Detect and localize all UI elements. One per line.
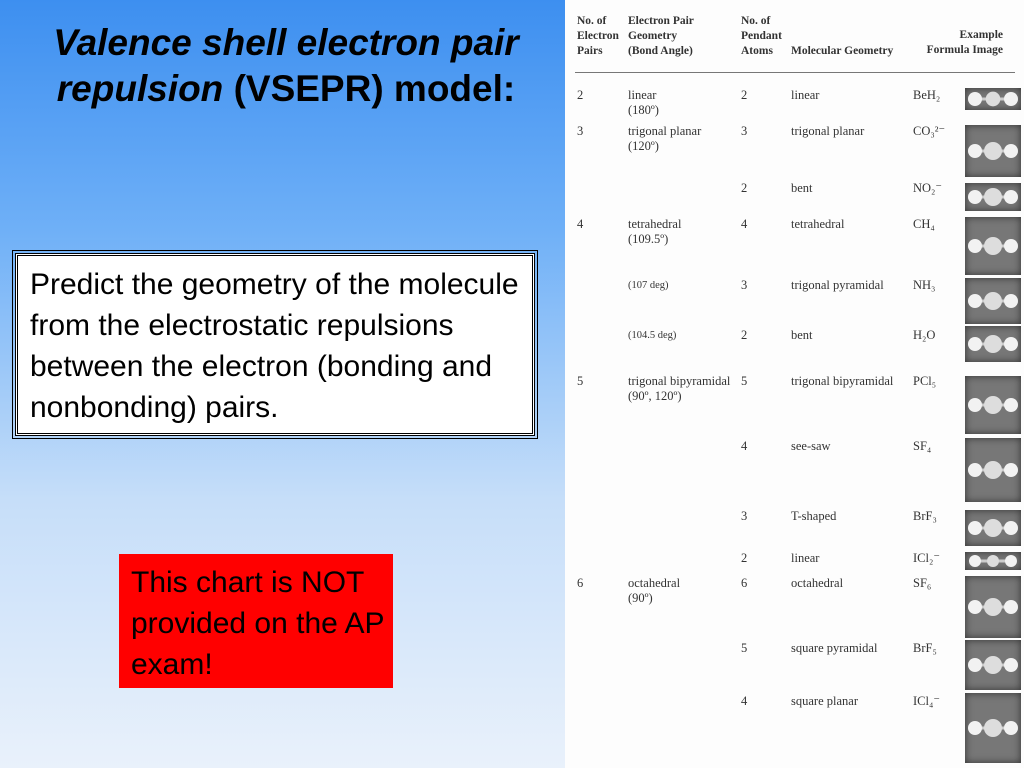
linear-icl2-molecule-icon <box>965 552 1021 570</box>
cell-formula: CH₄ <box>913 217 935 231</box>
header-pair-geometry: Electron Pair Geometry (Bond Angle) <box>628 15 694 57</box>
header-pendant-atoms: No. of Pendant Atoms <box>741 15 782 57</box>
cell-pendant: 2 <box>741 551 748 565</box>
tetrahedral-molecule-icon <box>965 217 1021 275</box>
cell-geometry: linear (180º) <box>628 88 659 117</box>
cell-pairs: 3 <box>577 124 584 138</box>
cell-pairs: 6 <box>577 576 584 590</box>
square-planar-molecule-icon <box>965 693 1021 763</box>
cell-molecular: bent <box>791 328 813 342</box>
cell-formula: NO₂⁻ <box>913 181 943 195</box>
cell-geometry: (104.5 deg) <box>628 330 677 341</box>
prediction-text: Predict the geometry of the molecule from the electrostatic repulsions between the electron (bonding and nonbonding) pairs. <box>30 268 519 424</box>
exam-note-box <box>119 554 393 688</box>
cell-geometry: trigonal bipyramidal (90º, 120º) <box>628 374 731 403</box>
cell-molecular: trigonal planar <box>791 124 865 138</box>
see-saw-molecule-icon <box>965 438 1021 502</box>
cell-formula: ICl₄⁻ <box>913 694 940 708</box>
bent-molecule-icon <box>965 183 1021 211</box>
cell-pairs: 5 <box>577 374 584 388</box>
trigonal-pyramidal-molecule-icon <box>965 278 1021 324</box>
cell-pairs: 4 <box>577 217 584 231</box>
cell-formula: BrF₃ <box>913 509 937 523</box>
cell-formula: SF₄ <box>913 439 932 453</box>
cell-geometry: octahedral (90º) <box>628 576 681 605</box>
cell-pairs: 2 <box>577 88 584 102</box>
cell-molecular: bent <box>791 181 813 195</box>
cell-formula: CO₃²⁻ <box>913 124 946 138</box>
cell-molecular: trigonal bipyramidal <box>791 374 894 388</box>
header-example: Example Formula Image <box>926 29 1003 56</box>
exam-note-text: This chart is NOT provided on the AP exam! <box>131 566 384 681</box>
header-electron-pairs: No. of Electron Pairs <box>577 15 619 57</box>
cell-molecular: trigonal pyramidal <box>791 278 884 292</box>
cell-geometry: (107 deg) <box>628 280 669 291</box>
cell-pendant: 2 <box>741 328 748 342</box>
slide-title <box>12 20 560 112</box>
cell-pendant: 4 <box>741 439 748 453</box>
prediction-box <box>15 253 535 436</box>
t-shaped-molecule-icon <box>965 510 1021 546</box>
square-pyramidal-molecule-icon <box>965 640 1021 690</box>
cell-pendant: 3 <box>741 278 748 292</box>
trigonal-bipyramidal-molecule-icon <box>965 376 1021 434</box>
cell-formula: NH₃ <box>913 278 936 292</box>
cell-molecular: see-saw <box>791 439 831 453</box>
cell-formula: ICl₂⁻ <box>913 551 940 565</box>
header-rule <box>575 72 1015 73</box>
cell-pendant: 4 <box>741 217 748 231</box>
title-rest: (VSEPR) model: <box>223 68 516 109</box>
cell-molecular: linear <box>791 551 820 565</box>
cell-formula: H₂O <box>913 328 936 342</box>
octahedral-molecule-icon <box>965 576 1021 638</box>
cell-pendant: 5 <box>741 374 748 388</box>
vsepr-table <box>565 0 1024 768</box>
linear-molecule-icon <box>965 88 1021 110</box>
cell-molecular: tetrahedral <box>791 217 845 231</box>
cell-pendant: 2 <box>741 181 748 195</box>
cell-formula: BrF₅ <box>913 641 937 655</box>
header-molecular-geometry: Molecular Geometry <box>791 45 894 57</box>
cell-formula: SF₆ <box>913 576 932 590</box>
cell-pendant: 5 <box>741 641 748 655</box>
bent-water-molecule-icon <box>965 326 1021 362</box>
cell-pendant: 3 <box>741 509 748 523</box>
cell-molecular: square planar <box>791 694 858 708</box>
cell-geometry: tetrahedral (109.5º) <box>628 217 682 246</box>
cell-pendant: 3 <box>741 124 748 138</box>
trigonal-planar-molecule-icon <box>965 125 1021 177</box>
title-emphasis: Valence shell electron pair repulsion <box>53 22 519 109</box>
cell-molecular: octahedral <box>791 576 844 590</box>
cell-molecular: linear <box>791 88 820 102</box>
cell-molecular: square pyramidal <box>791 641 878 655</box>
cell-molecular: T-shaped <box>791 509 837 523</box>
cell-formula: BeH₂ <box>913 88 941 102</box>
cell-pendant: 6 <box>741 576 748 590</box>
cell-geometry: trigonal planar (120º) <box>628 124 702 153</box>
cell-formula: PCl₅ <box>913 374 937 388</box>
cell-pendant: 4 <box>741 694 748 708</box>
cell-pendant: 2 <box>741 88 748 102</box>
